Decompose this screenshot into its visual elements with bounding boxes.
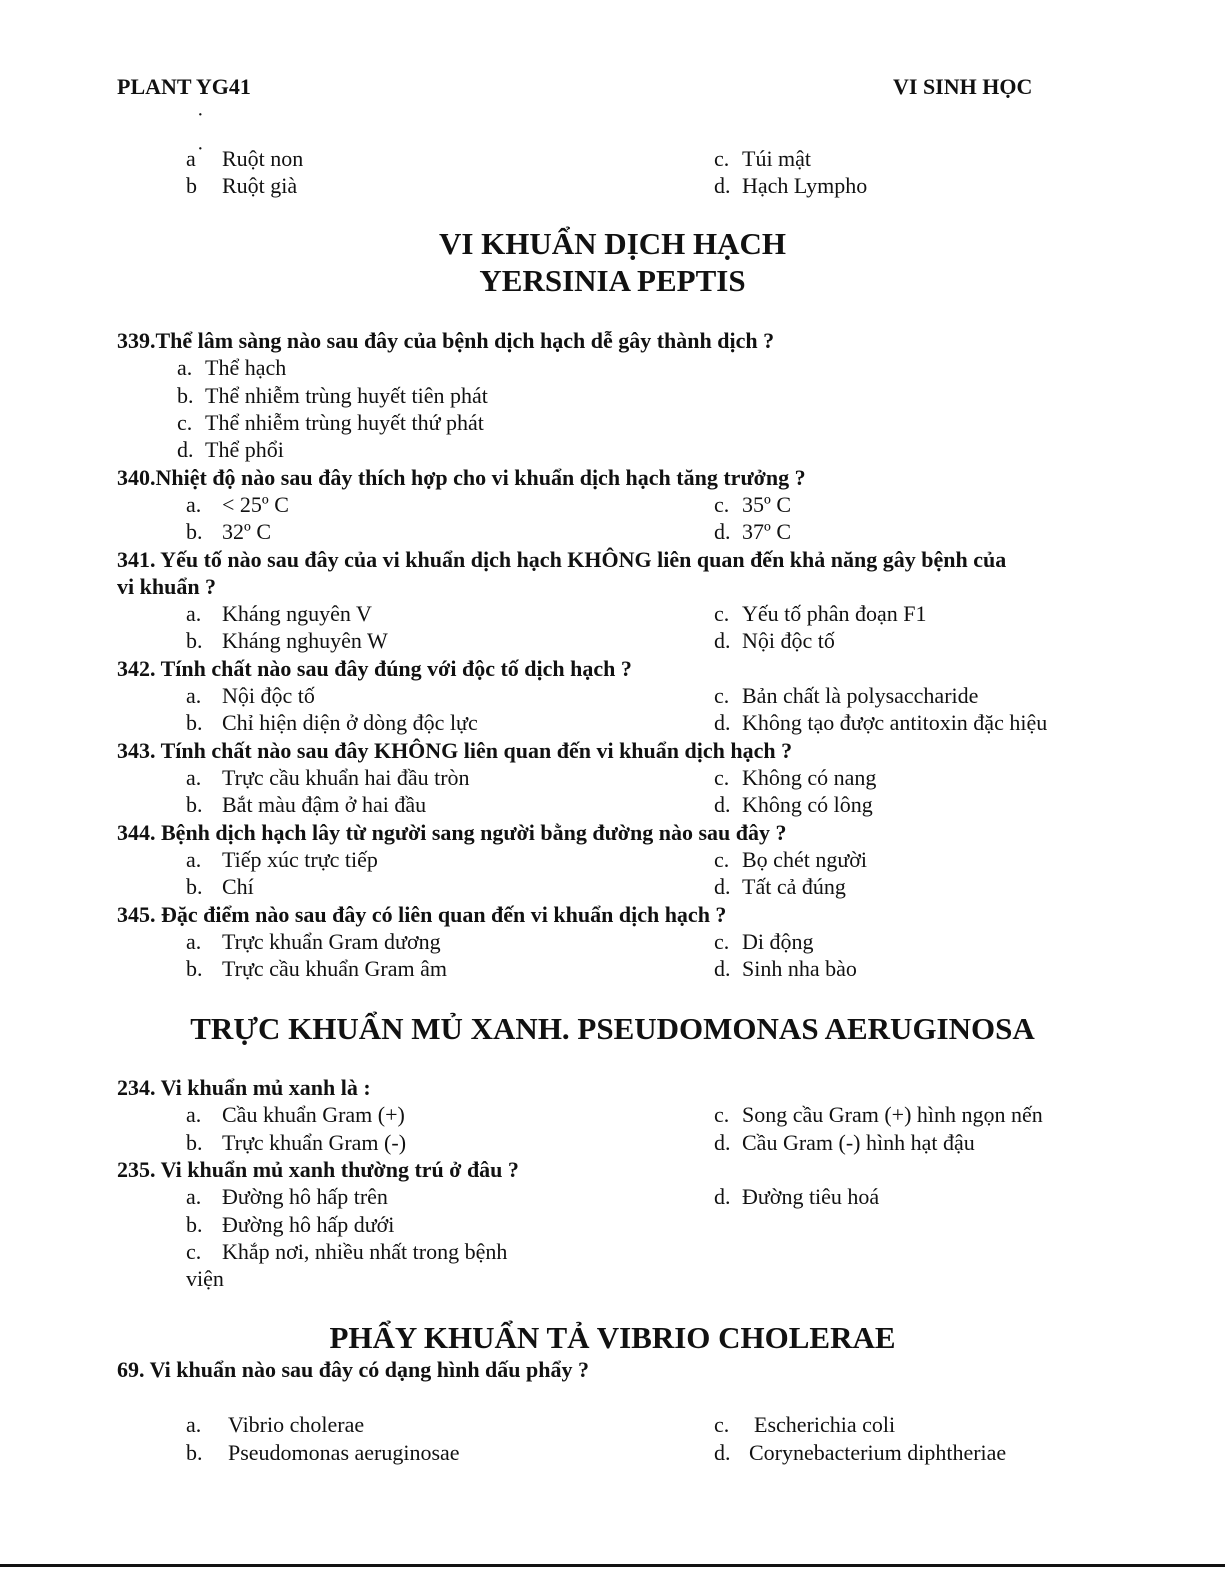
question-342: 342. Tính chất nào sau đây đúng với độc tố dịch hạch ? [117,656,632,681]
option-a: a. Trực khuẩn Gram dương [186,929,441,954]
option-d: d. Thể phổi [177,437,284,462]
question-235: 235. Vi khuẩn mủ xanh thường trú ở đâu ? [117,1157,519,1182]
question-339: 339.Thể lâm sàng nào sau đây của bệnh dịch hạch dễ gây thành dịch ? [117,328,775,353]
option-d: d. 37º C [714,519,791,544]
page-bottom-border [0,1564,1225,1567]
option-d: d. Tất cả đúng [714,874,846,899]
header-right: VI SINH HỌC [893,74,1033,99]
option-c: c. Túi mật [714,146,812,171]
option-b: b. Trực khuẩn Gram (-) [186,1130,407,1155]
option-c: c. Không có nang [714,765,877,790]
option-c: c. Khắp nơi, nhiều nhất trong bệnh [186,1239,508,1264]
option-b: b. 32º C [186,519,271,544]
question-340: 340.Nhiệt độ nào sau đây thích hợp cho vi khuẩn dịch hạch tăng trưởng ? [117,465,806,490]
option-a: a. Nội độc tố [186,683,315,708]
question-341: 341. Yếu tố nào sau đây của vi khuẩn dịch hạch KHÔNG liên quan đến khả năng gây bệnh của [117,547,1007,572]
option-a: a. Cầu khuẩn Gram (+) [186,1102,405,1127]
option-b: b. Bắt màu đậm ở hai đầu [186,792,427,817]
option-b: b. Chỉ hiện diện ở dòng độc lực [186,710,478,735]
option-a: a. Đường hô hấp trên [186,1184,388,1209]
question-69: 69. Vi khuẩn nào sau đây có dạng hình dấu phẩy ? [117,1357,589,1382]
option-c: c. Bản chất là polysaccharide [714,683,979,708]
option-c: c. Thể nhiễm trùng huyết thứ phát [177,410,484,435]
option-d: d. Cầu Gram (-) hình hạt đậu [714,1130,975,1155]
option-b: b. Trực cầu khuẩn Gram âm [186,956,447,981]
option-d: d. Không tạo được antitoxin đặc hiệu [714,710,1048,735]
option-c: c. Escherichia coli [714,1412,896,1437]
option-b: b. Pseudomonas aeruginosae [186,1440,460,1465]
option-a: a. Thể hạch [177,355,287,380]
option-c: c. Song cầu Gram (+) hình ngọn nến [714,1102,1043,1127]
section-title: TRỰC KHUẨN MỦ XANH. PSEUDOMONAS AERUGINOSA [190,1011,1035,1046]
question-343: 343. Tính chất nào sau đây KHÔNG liên quan đến vi khuẩn dịch hạch ? [117,738,793,763]
option-c: c. Yếu tố phân đoạn F1 [714,601,927,626]
option-b: b. Kháng nghuyên W [186,628,388,653]
option-a: a. Tiếp xúc trực tiếp [186,847,378,872]
option-a: a. Vibrio cholerae [186,1412,365,1437]
option-d: d. Đường tiêu hoá [714,1184,880,1209]
option-b: b. Đường hô hấp dưới [186,1212,395,1237]
option-d: d. Không có lông [714,792,873,817]
option-d: d. Hạch Lympho [714,173,868,198]
option-a: a. Kháng nguyên V [186,601,372,626]
option-b: b. Thể nhiễm trùng huyết tiên phát [177,383,488,408]
option-a: a. Trực cầu khuẩn hai đầu tròn [186,765,470,790]
question-344: 344. Bệnh dịch hạch lây từ người sang người bằng đường nào sau đây ? [117,820,787,845]
option-a: a Ruột non [186,146,304,171]
section-title: VI KHUẨN DỊCH HẠCH [438,226,787,261]
section-subtitle: YERSINIA PEPTIS [479,263,746,298]
option-c: c. Bọ chét người [714,847,867,872]
question-341-cont: vi khuẩn ? [117,574,217,599]
option-c-cont: viện [186,1266,224,1291]
option-c: c. 35º C [714,492,791,517]
option-d: d. Sinh nha bào [714,956,857,981]
option-a: a. < 25º C [186,492,289,517]
question-234: 234. Vi khuẩn mủ xanh là : [117,1075,371,1100]
option-b: b. Chí [186,874,254,899]
option-c: c. Di động [714,929,814,954]
stray-dot-1: · [197,104,204,126]
option-d: d. Nội độc tố [714,628,835,653]
option-b: b Ruột già [186,173,298,198]
question-345: 345. Đặc điểm nào sau đây có liên quan đến vi khuẩn dịch hạch ? [117,902,727,927]
stray-dot-2: · [197,138,204,160]
option-d: d. Corynebacterium diphtheriae [714,1440,1007,1465]
section-title: PHẨY KHUẨN TẢ VIBRIO CHOLERAE [329,1320,896,1355]
header-left: PLANT YG41 [117,74,251,99]
